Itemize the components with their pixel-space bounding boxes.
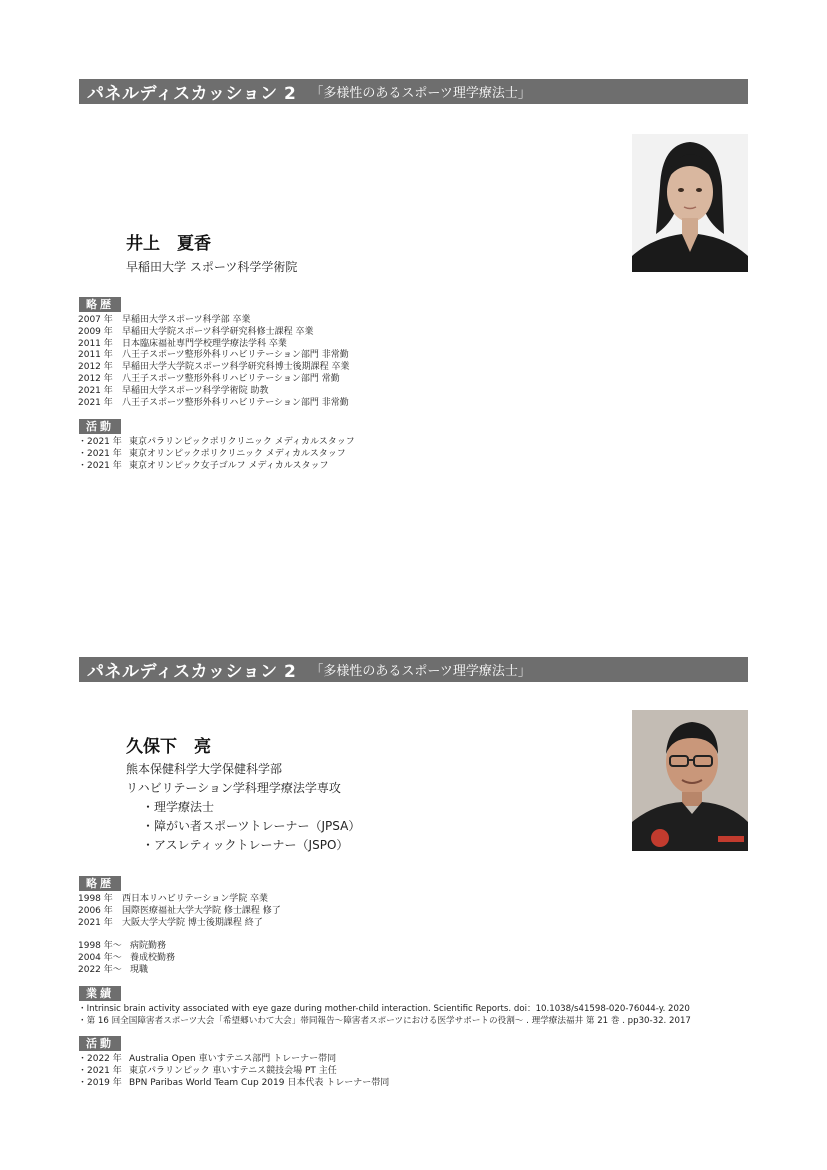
list-item: ・2021 年 東京パラリンピックポリクリニック メディカルスタッフ <box>78 437 355 447</box>
list-item: 2012 年 八王子スポーツ整形外科リハビリテーション部門 常勤 <box>78 373 340 384</box>
list-item: ・2022 年 Australia Open 車いすテニス部門 トレーナー帯同 <box>78 1054 337 1064</box>
activity-list <box>78 437 355 472</box>
list-item: ・2021 年 東京パラリンピック 車いすテニス競技会場 PT 主任 <box>78 1065 337 1076</box>
list-item: ・2019 年 BPN Paribas World Team Cup 2019 日本代表 トレーナー帯同 <box>78 1077 390 1088</box>
list-item: 2012 年 早稲田大学大学院スポーツ科学研究科博士後期課程 卒業 <box>78 362 350 373</box>
qualification: ・アスレティックトレーナー（JSPO） <box>142 838 349 852</box>
list-item: 2004 年～ 養成校勤務 <box>78 952 176 963</box>
portrait-image <box>632 134 748 272</box>
affiliation: リハビリテーション学科理学療法学専攻 <box>126 781 341 795</box>
banner-title: パネルディスカッション 2 <box>87 662 297 682</box>
list-item: 2007 年 早稲田大学スポーツ科学部 卒業 <box>78 315 251 325</box>
banner-title: パネルディスカッション 2 <box>87 84 297 104</box>
portrait-photo <box>632 710 748 851</box>
banner-subtitle: 「多様性のあるスポーツ理学療法士」 <box>310 86 531 101</box>
career-list <box>78 315 350 409</box>
list-item: 2021 年 早稲田大学スポーツ科学学術院 助教 <box>78 385 269 396</box>
activity-list <box>78 1054 389 1089</box>
person-name: 久保下 亮 <box>126 737 211 757</box>
achievements-list <box>78 1004 691 1028</box>
list-item: 1998 年 西日本リハビリテーション学院 卒業 <box>78 894 269 904</box>
person-name: 井上 夏香 <box>126 234 211 254</box>
list-item: 2022 年～ 現職 <box>78 964 149 975</box>
affiliation: 熊本保健科学大学保健科学部 <box>126 762 283 776</box>
list-item: ・2021 年 東京オリンピックポリクリニック メディカルスタッフ <box>78 448 346 459</box>
qualification: ・理学療法士 <box>142 800 215 814</box>
list-item: 2011 年 八王子スポーツ整形外科リハビリテーション部門 非常勤 <box>78 350 349 361</box>
list-item: 2006 年 国際医療福祉大学大学院 修士課程 修了 <box>78 905 281 916</box>
list-item: 2009 年 早稲田大学院スポーツ科学研究科修士課程 卒業 <box>78 326 314 337</box>
banner-subtitle: 「多様性のあるスポーツ理学療法士」 <box>310 664 531 679</box>
achievements-label: 業績 <box>79 986 121 1001</box>
qualification: ・障がい者スポーツトレーナー（JPSA） <box>142 819 361 833</box>
activity-label: 活動 <box>79 1036 121 1051</box>
list-item: 2021 年 八王子スポーツ整形外科リハビリテーション部門 非常勤 <box>78 397 349 408</box>
section-banner <box>79 79 748 104</box>
list-item: 2011 年 日本臨床福祉専門学校理学療法学科 卒業 <box>78 338 287 349</box>
list-item: ・Intrinsic brain activity associated with eye gaze during mother-child interaction. Scientific Reports. doi：10.1038/s41598-020-76044-y. 2020 <box>78 1004 690 1014</box>
career-label: 略歴 <box>79 876 121 891</box>
list-item: 1998 年～ 病院勤務 <box>78 941 167 951</box>
list-item: ・2021 年 東京オリンピック女子ゴルフ メディカルスタッフ <box>78 460 329 471</box>
career-label: 略歴 <box>79 297 121 312</box>
career-list <box>78 894 281 929</box>
portrait-photo <box>632 134 748 272</box>
affiliation: 早稲田大学 スポーツ科学学術院 <box>126 260 298 274</box>
list-item: 2021 年 大阪大学大学院 博士後期課程 終了 <box>78 917 263 928</box>
career-list-2 <box>78 941 175 976</box>
activity-label: 活動 <box>79 419 121 434</box>
portrait-image <box>632 710 748 851</box>
list-item: ・第 16 回全国障害者スポーツ大会「希望郷いわて大会」帯同報告～障害者スポーツにおける医学サポートの役割～ . 理学療法福井 第 21 巻 . pp30-32. 2017 <box>78 1015 691 1026</box>
section-banner <box>79 657 748 682</box>
